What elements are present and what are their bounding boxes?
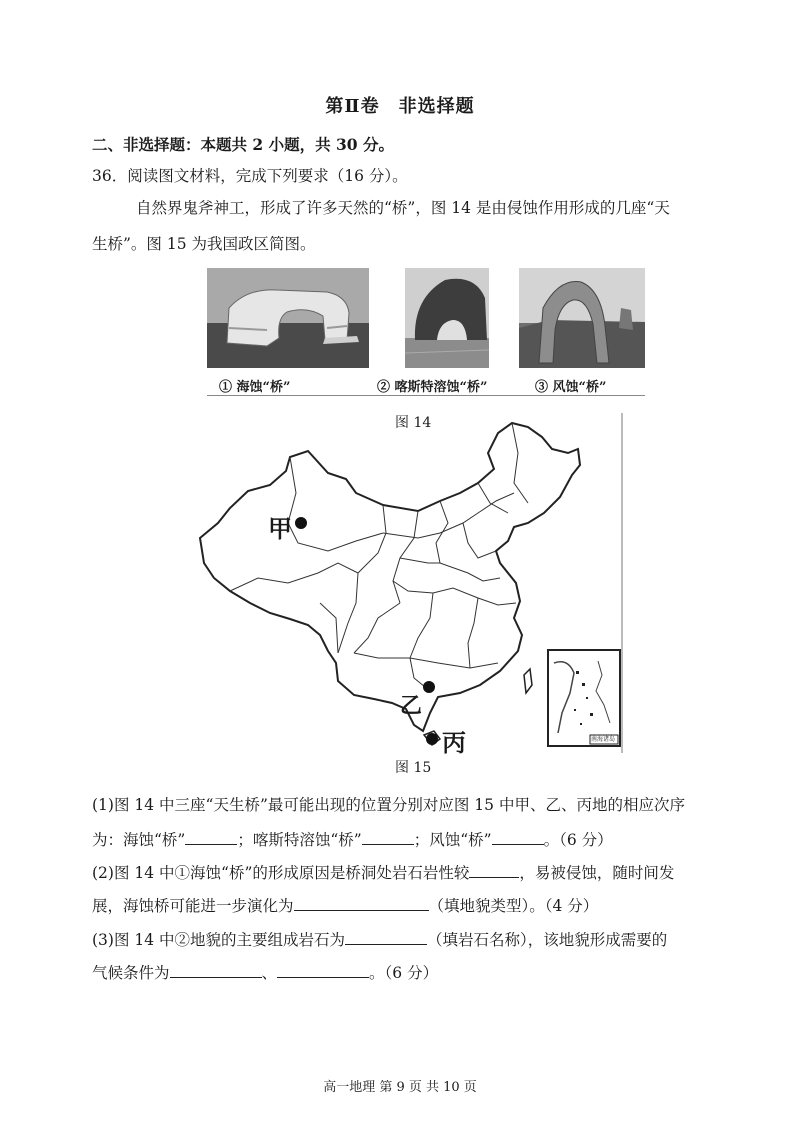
page-footer: 高一地理 第 9 页 共 10 页 bbox=[323, 1080, 477, 1095]
answer-blank-rock-name[interactable] bbox=[345, 930, 427, 945]
question-3-part-c: 气候条件为 bbox=[92, 964, 170, 982]
inset-label: 南海诸岛 bbox=[591, 736, 616, 743]
answer-blank-climate-1[interactable] bbox=[170, 963, 262, 978]
caption-sea-arch: ① 海蚀“桥” bbox=[219, 380, 291, 395]
karst-bridge-photo bbox=[405, 268, 489, 368]
marker-label-jia: 甲 bbox=[268, 514, 292, 543]
question-1-part-b: ；喀斯特溶蚀“桥” bbox=[237, 831, 362, 849]
caption-divider bbox=[207, 395, 645, 396]
question-1-line-1: (1)图 14 中三座“天生桥”最可能出现的位置分别对应图 15 中甲、乙、丙地的相应次序 bbox=[92, 796, 685, 814]
marker-label-yi: 乙 bbox=[400, 693, 423, 719]
answer-blank-climate-2[interactable] bbox=[277, 963, 369, 978]
question-2-line-2 bbox=[92, 894, 598, 916]
wind-arch-photo bbox=[519, 268, 645, 368]
question-2-part-d: （填地貌类型）。（4 分） bbox=[428, 897, 599, 915]
answer-blank-rock-property[interactable] bbox=[469, 863, 519, 878]
sea-arch-photo bbox=[207, 268, 369, 368]
answer-blank-landform-type[interactable] bbox=[294, 896, 429, 911]
question-2-line-1 bbox=[92, 861, 674, 883]
question-3-line-2 bbox=[92, 961, 438, 983]
question-36-intro: 36．阅读图文材料，完成下列要求（16 分）。 bbox=[92, 167, 408, 185]
question-2-part-c: 展，海蚀桥可能进一步演化为 bbox=[92, 897, 294, 915]
answer-blank-karst-bridge[interactable] bbox=[362, 830, 414, 845]
figure-14-photos bbox=[207, 268, 645, 398]
question-3-part-b: （填岩石名称），该地貌形成需要的 bbox=[427, 931, 668, 949]
question-3-part-d: 、 bbox=[261, 964, 278, 982]
question-1-part-d: 。（6 分） bbox=[543, 831, 613, 849]
section-title: 第Ⅱ卷 非选择题 bbox=[325, 96, 475, 117]
figure-14-label: 图 14 bbox=[395, 415, 432, 431]
question-1-part-a: 为：海蚀“桥” bbox=[92, 831, 186, 849]
question-2-part-b: ，易被侵蚀，随时间发 bbox=[519, 864, 675, 882]
question-3-part-e: 。（6 分） bbox=[369, 964, 439, 982]
answer-blank-sea-arch[interactable] bbox=[185, 830, 237, 845]
material-paragraph-line-2: 生桥”。图 15 为我国政区简图。 bbox=[92, 235, 316, 253]
question-1-line-2 bbox=[92, 828, 613, 850]
caption-karst-bridge: ② 喀斯特溶蚀“桥” bbox=[377, 380, 488, 395]
china-map bbox=[178, 413, 624, 757]
answer-blank-wind-arch[interactable] bbox=[492, 830, 544, 845]
question-2-part-a: (2)图 14 中①海蚀“桥”的形成原因是桥洞处岩石岩性较 bbox=[92, 864, 470, 882]
part-heading: 二、非选择题：本题共 2 小题，共 30 分。 bbox=[92, 135, 394, 154]
figure-15-label: 图 15 bbox=[395, 760, 432, 776]
material-paragraph-line-1: 自然界鬼斧神工，形成了许多天然的“桥”，图 14 是由侵蚀作用形成的几座“天 bbox=[136, 199, 670, 217]
question-3-line-1 bbox=[92, 928, 667, 950]
caption-wind-arch: ③ 风蚀“桥” bbox=[535, 380, 607, 395]
question-3-part-a: (3)图 14 中②地貌的主要组成岩石为 bbox=[92, 931, 346, 949]
question-1-part-c: ；风蚀“桥” bbox=[413, 831, 492, 849]
marker-label-bing: 丙 bbox=[442, 728, 466, 757]
